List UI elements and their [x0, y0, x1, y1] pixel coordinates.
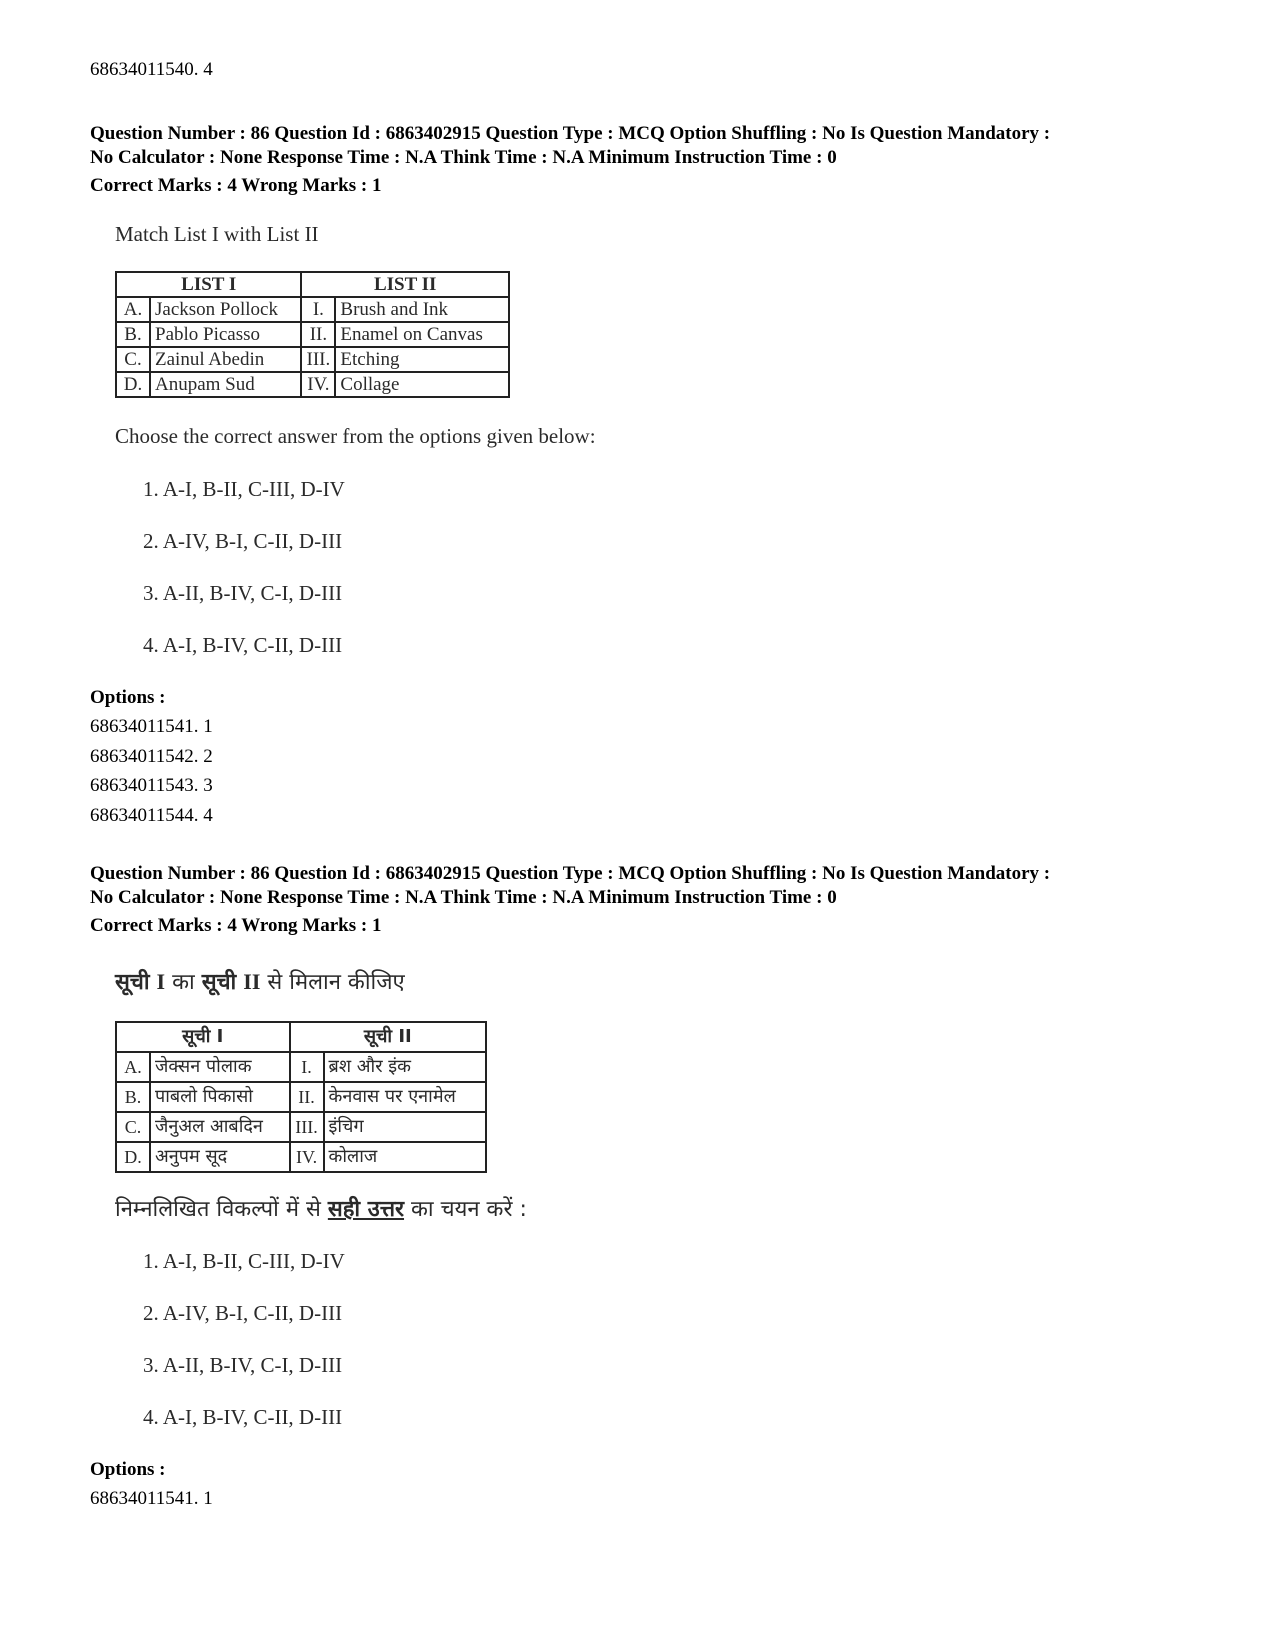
table-row	[116, 1112, 486, 1142]
instruction-word: से मिलान कीजिए	[267, 970, 405, 995]
question-meta-line-2: No Calculator : None Response Time : N.A Think Time : N.A Minimum Instruction Time : 0	[90, 147, 837, 168]
instruction-word: का	[172, 970, 195, 995]
instruction-numeral: I	[156, 969, 166, 994]
previous-option-line: 68634011540. 4	[90, 59, 213, 80]
answer-choice: 1. A-I, B-II, C-III, D-IV	[143, 1249, 345, 1273]
choose-text: का चयन करें :	[411, 1197, 527, 1222]
table-row	[116, 347, 509, 372]
match-table-hindi	[115, 1021, 487, 1173]
list-2-header: LIST II	[301, 272, 509, 297]
table-row	[116, 1052, 486, 1082]
options-label: Options :	[90, 687, 166, 708]
options-list	[90, 1484, 213, 1514]
row-label: I.	[290, 1052, 324, 1082]
list-1-item: Pablo Picasso	[150, 322, 301, 347]
option-id: 68634011543. 3	[90, 775, 213, 796]
option-id: 68634011542. 2	[90, 745, 213, 767]
answer-choice: 2. A-IV, B-I, C-II, D-III	[143, 1301, 343, 1325]
marks-line: Correct Marks : 4 Wrong Marks : 1	[90, 915, 382, 936]
options-list	[90, 712, 213, 830]
answer-choice: 4. A-I, B-IV, C-II, D-III	[143, 633, 343, 657]
row-label: II.	[290, 1082, 324, 1112]
question-instruction: Match List I with List II	[115, 222, 319, 246]
list-2-item: Etching	[335, 347, 509, 372]
row-label: IV.	[290, 1142, 324, 1172]
match-table	[115, 271, 510, 398]
choose-instruction-hindi	[115, 1193, 527, 1223]
question-instruction-hindi	[115, 966, 405, 996]
answer-choice: 4. A-I, B-IV, C-II, D-III	[143, 1405, 343, 1429]
list-2-item: Collage	[335, 372, 509, 397]
list-2-item: कोलाज	[324, 1142, 486, 1172]
row-label: B.	[116, 322, 150, 347]
list-2-item: Brush and Ink	[335, 297, 509, 322]
option-id: 68634011541. 1	[90, 716, 213, 737]
row-label: B.	[116, 1082, 150, 1112]
choose-emphasis: सही उत्तर	[327, 1197, 405, 1222]
question-2	[90, 862, 1050, 938]
question-1	[90, 122, 1050, 198]
row-label: C.	[116, 1112, 150, 1142]
answer-choice: 3. A-II, B-IV, C-I, D-III	[143, 581, 343, 605]
list-1-item: Jackson Pollock	[150, 297, 301, 322]
row-label: D.	[116, 1142, 150, 1172]
row-label: C.	[116, 347, 150, 372]
list-1-item: जैनुअल आबदिन	[150, 1112, 290, 1142]
list-1-header: LIST I	[116, 272, 301, 297]
row-label: III.	[290, 1112, 324, 1142]
table-row	[116, 322, 509, 347]
list-1-item: जेक्सन पोलाक	[150, 1052, 290, 1082]
row-label: II.	[301, 322, 335, 347]
list-2-item: ब्रश और इंक	[324, 1052, 486, 1082]
list-2-header: सूची II	[290, 1022, 486, 1052]
list-2-item: इंचिग	[324, 1112, 486, 1142]
row-label: I.	[301, 297, 335, 322]
list-1-item: अनुपम सूद	[150, 1142, 290, 1172]
option-id: 68634011544. 4	[90, 804, 213, 826]
option-id: 68634011541. 1	[90, 1488, 213, 1509]
list-1-item: पाबलो पिकासो	[150, 1082, 290, 1112]
instruction-numeral: II	[243, 969, 261, 994]
question-meta-line-2: No Calculator : None Response Time : N.A Think Time : N.A Minimum Instruction Time : 0	[90, 887, 837, 908]
list-1-header: सूची I	[116, 1022, 290, 1052]
row-label: A.	[116, 297, 150, 322]
list-1-item: Anupam Sud	[150, 372, 301, 397]
row-label: A.	[116, 1052, 150, 1082]
answer-choice: 1. A-I, B-II, C-III, D-IV	[143, 477, 345, 501]
instruction-word: सूची	[115, 970, 150, 995]
row-label: IV.	[301, 372, 335, 397]
table-row	[116, 297, 509, 322]
instruction-word: सूची	[201, 970, 237, 995]
table-row	[116, 1082, 486, 1112]
answer-choice: 2. A-IV, B-I, C-II, D-III	[143, 529, 343, 553]
table-row	[116, 1142, 486, 1172]
choose-text: निम्नलिखित विकल्पों में से	[115, 1197, 321, 1222]
marks-line: Correct Marks : 4 Wrong Marks : 1	[90, 175, 382, 196]
list-1-item: Zainul Abedin	[150, 347, 301, 372]
choose-instruction: Choose the correct answer from the options given below:	[115, 424, 596, 448]
table-row	[116, 372, 509, 397]
options-label: Options :	[90, 1459, 166, 1480]
question-meta-line-1: Question Number : 86 Question Id : 6863402915 Question Type : MCQ Option Shuffling : No Is Question Mandatory :	[90, 123, 1051, 144]
list-2-item: केनवास पर एनामेल	[324, 1082, 486, 1112]
answer-choice: 3. A-II, B-IV, C-I, D-III	[143, 1353, 343, 1377]
row-label: D.	[116, 372, 150, 397]
question-meta-line-1: Question Number : 86 Question Id : 6863402915 Question Type : MCQ Option Shuffling : No Is Question Mandatory :	[90, 863, 1051, 884]
list-2-item: Enamel on Canvas	[335, 322, 509, 347]
row-label: III.	[301, 347, 335, 372]
